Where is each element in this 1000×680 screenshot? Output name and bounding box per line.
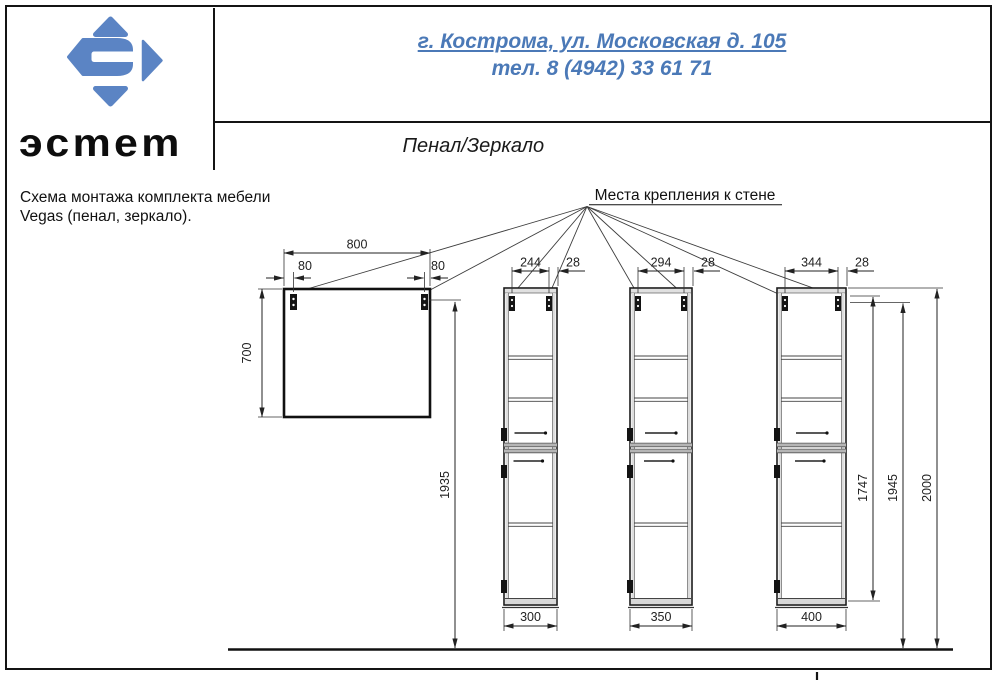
- mount-bracket: [782, 296, 788, 311]
- hinge: [627, 465, 633, 478]
- mirror-width-dim: 800: [346, 237, 368, 252]
- brand-logo-icon: [56, 12, 176, 114]
- cab3-edge-offset-dim: 28: [855, 255, 869, 270]
- logo-arrow-up: [95, 19, 125, 35]
- document-title: Пенал/Зеркало: [402, 134, 545, 157]
- hinge: [501, 428, 507, 441]
- header: [8, 8, 990, 170]
- hinge: [774, 465, 780, 478]
- logo-cell: [8, 8, 215, 170]
- height-dim-2000: 2000: [920, 474, 934, 502]
- height-dims-right: [848, 288, 943, 648]
- phone-line: тел. 8 (4942) 33 61 71: [491, 56, 713, 80]
- mount-bracket: [509, 296, 515, 311]
- height-dim-1935: [429, 300, 461, 648]
- mount-bracket: [681, 296, 687, 311]
- address-line-1: г. Кострома, ул. Московская д. 105: [417, 29, 787, 53]
- hinge: [627, 428, 633, 441]
- hinge: [627, 580, 633, 593]
- hinge: [774, 428, 780, 441]
- title-cell: [215, 123, 990, 170]
- logo-arrow-right: [143, 41, 162, 80]
- mirror-view: [240, 238, 448, 418]
- cab2-bracket-span-dim: 294: [650, 255, 672, 270]
- cab1-width-dim: 300: [520, 610, 541, 624]
- mirror-bracket-right: [421, 294, 428, 310]
- mirror-height-dim: 700: [240, 342, 254, 364]
- address-cell: [215, 8, 990, 123]
- cab1-bracket-span-dim: 244: [520, 255, 541, 270]
- cabinet-300-view: [501, 256, 585, 632]
- logo-e-slot: [91, 51, 137, 62]
- header-right: [215, 8, 990, 170]
- svg-text:1935: 1935: [438, 471, 452, 499]
- mirror-inset-right-dim: 80: [431, 259, 445, 273]
- cabinet-400-view: [774, 256, 874, 632]
- cab2-width-dim: 350: [650, 610, 672, 624]
- mirror-inset-left-dim: 80: [298, 259, 312, 273]
- scheme-note-line2: Vegas (пенал, зеркало).: [20, 208, 192, 225]
- mirror-bracket-left: [290, 294, 297, 310]
- height-dim-1747: 1747: [856, 474, 870, 502]
- cab2-edge-offset-dim: 28: [701, 255, 715, 270]
- cabinet-350-view: [627, 256, 720, 632]
- height-dim-1945: 1945: [886, 474, 900, 502]
- hinge: [501, 580, 507, 593]
- mount-bracket: [546, 296, 552, 311]
- installation-drawing: [0, 170, 1000, 680]
- wall-mount-label: Места крепления к стене: [594, 187, 776, 204]
- wall-mount-callout: [294, 187, 839, 297]
- wall-mount-fan-lines: [294, 207, 839, 298]
- hinge: [774, 580, 780, 593]
- logo-arrow-down: [95, 88, 125, 104]
- scheme-note-line1: Схема монтажа комплекта мебели: [20, 189, 271, 206]
- mount-bracket: [635, 296, 641, 311]
- mount-bracket: [835, 296, 841, 311]
- hinge: [501, 465, 507, 478]
- cab3-width-dim: 400: [801, 610, 822, 624]
- brand-wordmark: эсmеm: [18, 121, 183, 165]
- cab1-edge-offset-dim: 28: [566, 255, 580, 270]
- cab3-bracket-span-dim: 344: [801, 255, 822, 270]
